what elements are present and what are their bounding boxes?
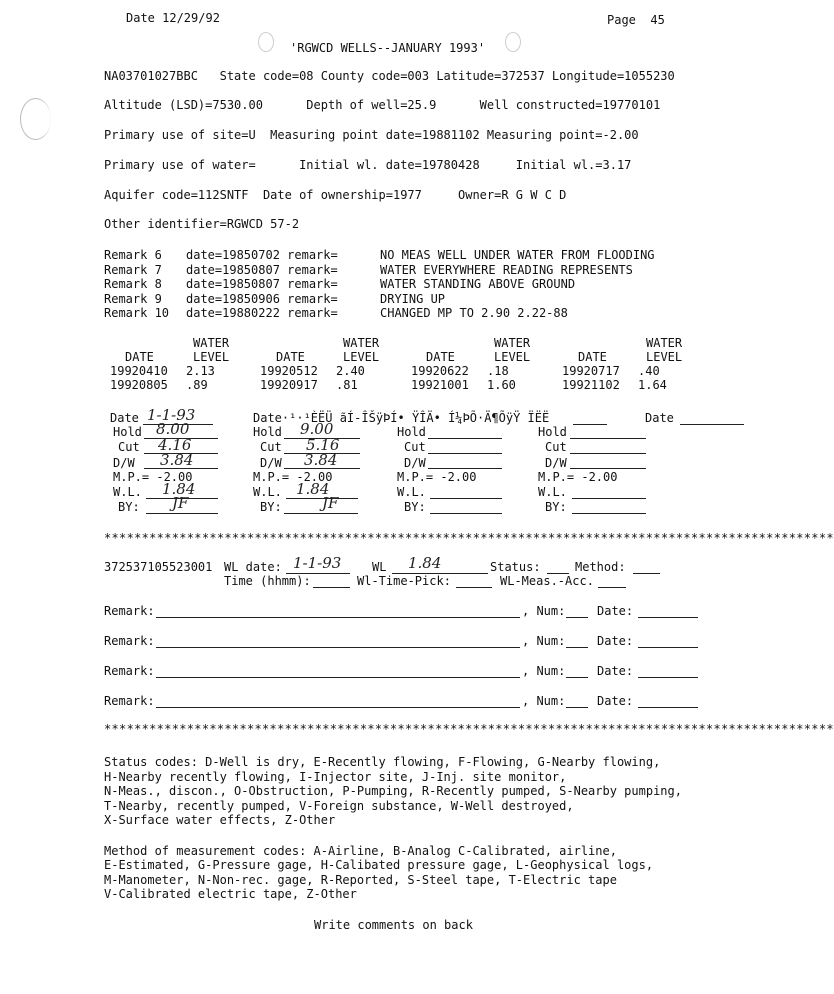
remark-entry-label: Remark: bbox=[104, 634, 155, 648]
level-date: 19921102 bbox=[562, 378, 620, 392]
site-line-2: Altitude (LSD)=7530.00 Depth of well=25.9 Well constructed=19770101 bbox=[104, 98, 661, 112]
site-line-6: Other identifier=RGWCD 57-2 bbox=[104, 217, 300, 231]
num-label: , Num: bbox=[522, 694, 566, 708]
by-field-1[interactable] bbox=[146, 513, 218, 514]
hold-label: Hold bbox=[253, 425, 282, 439]
by-field-3[interactable] bbox=[430, 513, 502, 514]
handwritten-cut: 5.16 bbox=[306, 436, 340, 454]
level-header: LEVEL bbox=[646, 350, 683, 364]
handwritten-hold: 9.00 bbox=[300, 420, 334, 438]
handwritten-initials: JF bbox=[322, 494, 339, 512]
wl-date-label: WL date: bbox=[224, 560, 282, 574]
dw-field-3[interactable] bbox=[428, 468, 502, 469]
date-label: Date bbox=[645, 411, 674, 425]
remark-entry-field[interactable] bbox=[156, 617, 520, 618]
level-date: 19920717 bbox=[562, 364, 620, 378]
mp-label: M.P.= -2.00 bbox=[397, 470, 477, 484]
remark-entry-label: Remark: bbox=[104, 694, 155, 708]
remark-date: date=19850807 remark= bbox=[186, 263, 338, 277]
num-label: , Num: bbox=[522, 664, 566, 678]
water-header: WATER bbox=[646, 336, 683, 350]
hold-label: Hold bbox=[538, 425, 567, 439]
handwritten-initials: JF bbox=[172, 494, 189, 512]
page-number: Page 45 bbox=[607, 13, 665, 27]
asterisk-divider: ************************************************************************************************* bbox=[104, 722, 834, 736]
status-label: Status: bbox=[490, 560, 541, 574]
by-field-2[interactable] bbox=[284, 513, 358, 514]
date-field[interactable] bbox=[638, 677, 698, 678]
remark-text: WATER EVERYWHERE READING REPRESENTS bbox=[380, 263, 633, 277]
garbled-date-line: Date·¹·¹ÈËÜ ãÍ-ÎŠÿÞÍ• ŸÎÄ• Í¼ÞÕ·Ä¶ÕÿŸ ÏËË bbox=[253, 411, 550, 425]
by-field-4[interactable] bbox=[572, 513, 646, 514]
status-codes-line: H-Nearby recently flowing, I-Injector site, J-Inj. site monitor, bbox=[104, 770, 567, 784]
time-field[interactable] bbox=[313, 587, 350, 588]
by-label: BY: bbox=[118, 500, 140, 514]
remark-date: date=19850702 remark= bbox=[186, 248, 338, 262]
level-date: 19921001 bbox=[411, 378, 469, 392]
remark-label: Remark 8 bbox=[104, 277, 170, 291]
date-header: DATE bbox=[276, 350, 305, 364]
by-label: BY: bbox=[404, 500, 426, 514]
remark-entry-label: Remark: bbox=[104, 604, 155, 618]
num-field[interactable] bbox=[566, 677, 588, 678]
dw-field-4[interactable] bbox=[570, 468, 646, 469]
status-codes-line: Status codes: D-Well is dry, E-Recently flowing, F-Flowing, G-Nearby flowing, bbox=[104, 755, 661, 769]
remark-label: Remark 6 bbox=[104, 248, 170, 262]
level-date: 19920917 bbox=[260, 378, 318, 392]
method-field[interactable] bbox=[633, 573, 660, 574]
handwritten-wl-value: 1.84 bbox=[408, 554, 442, 572]
water-header: WATER bbox=[193, 336, 230, 350]
method-codes-line: V-Calibrated electric tape, Z-Other bbox=[104, 887, 357, 901]
scan-mark bbox=[258, 32, 274, 52]
date-header: DATE bbox=[426, 350, 455, 364]
level-value: 1.60 bbox=[487, 378, 516, 392]
level-value: .81 bbox=[336, 378, 358, 392]
date-header: DATE bbox=[125, 350, 154, 364]
method-codes-line: M-Manometer, N-Non-rec. gage, R-Reported, S-Steel tape, T-Electric tape bbox=[104, 873, 617, 887]
cut-field-3[interactable] bbox=[428, 453, 502, 454]
level-header: LEVEL bbox=[193, 350, 230, 364]
method-codes-line: Method of measurement codes: A-Airline, B-Analog C-Calibrated, airline, bbox=[104, 844, 617, 858]
cut-label: Cut bbox=[545, 440, 567, 454]
num-field[interactable] bbox=[566, 617, 588, 618]
handwritten-wl: 1.84 bbox=[162, 480, 196, 498]
num-field[interactable] bbox=[566, 707, 588, 708]
dw-label: D/W bbox=[545, 456, 567, 470]
num-label: , Num: bbox=[522, 604, 566, 618]
wl-label: WL bbox=[372, 560, 387, 574]
remark-date: date=19850807 remark= bbox=[186, 277, 338, 291]
by-label: BY: bbox=[260, 500, 282, 514]
wl-label: W.L. bbox=[253, 485, 282, 499]
remark-text: NO MEAS WELL UNDER WATER FROM FLOODING bbox=[380, 248, 655, 262]
cut-label: Cut bbox=[118, 440, 140, 454]
wl-label: W.L. bbox=[538, 485, 567, 499]
date-field-4[interactable] bbox=[680, 424, 744, 425]
date-field[interactable] bbox=[638, 647, 698, 648]
handwritten-wl: 1.84 bbox=[296, 480, 330, 498]
hold-label: Hold bbox=[113, 425, 142, 439]
method-label: Method: bbox=[575, 560, 626, 574]
acc-field[interactable] bbox=[598, 587, 626, 588]
handwritten-dw: 3.84 bbox=[160, 451, 194, 469]
remark-date: date=19880222 remark= bbox=[186, 306, 338, 320]
wl-field-4[interactable] bbox=[572, 498, 646, 499]
remark-text: DRYING UP bbox=[380, 292, 446, 306]
level-value: .40 bbox=[638, 364, 660, 378]
hold-field-4[interactable] bbox=[570, 438, 646, 439]
scan-mark bbox=[505, 32, 521, 52]
handwritten-hold: 8.00 bbox=[156, 420, 190, 438]
report-title: 'RGWCD WELLS--JANUARY 1993' bbox=[290, 41, 486, 55]
date-label: Date: bbox=[597, 604, 634, 618]
cut-field-4[interactable] bbox=[570, 453, 646, 454]
remark-label: Remark 9 bbox=[104, 292, 170, 306]
level-date: 19920805 bbox=[110, 378, 168, 392]
footer-note: Write comments on back bbox=[314, 918, 473, 932]
level-header: LEVEL bbox=[343, 350, 380, 364]
handwritten-cut: 4.16 bbox=[158, 436, 192, 454]
mp-label: M.P.= -2.00 bbox=[538, 470, 618, 484]
wl-label: W.L. bbox=[113, 485, 142, 499]
method-codes-line: E-Estimated, G-Pressure gage, H-Calibated pressure gage, L-Geophysical logs, bbox=[104, 858, 654, 872]
remark-entry-field[interactable] bbox=[156, 677, 520, 678]
date-label: Date: bbox=[597, 694, 634, 708]
wl-field-3[interactable] bbox=[430, 498, 502, 499]
num-label: , Num: bbox=[522, 634, 566, 648]
cut-label: Cut bbox=[404, 440, 426, 454]
dw-label: D/W bbox=[404, 456, 426, 470]
asterisk-divider: ************************************************************************************************* bbox=[104, 531, 834, 545]
level-value: .18 bbox=[487, 364, 509, 378]
mp-label: M.P.= -2.00 bbox=[113, 470, 193, 484]
num-field[interactable] bbox=[566, 647, 588, 648]
date-label: Date bbox=[110, 411, 139, 425]
mp-label: M.P.= -2.00 bbox=[253, 470, 333, 484]
date-label: Date: bbox=[597, 664, 634, 678]
wl-label: W.L. bbox=[397, 485, 426, 499]
dw-label: D/W bbox=[113, 456, 135, 470]
remark-text: WATER STANDING ABOVE GROUND bbox=[380, 277, 576, 291]
level-header: LEVEL bbox=[494, 350, 531, 364]
status-codes-line: X-Surface water effects, Z-Other bbox=[104, 813, 336, 827]
pick-label: Wl-Time-Pick: bbox=[357, 574, 451, 588]
site-line-3: Primary use of site=U Measuring point date=19881102 Measuring point=-2.00 bbox=[104, 128, 639, 142]
print-date: Date 12/29/92 bbox=[126, 11, 220, 25]
hold-label: Hold bbox=[397, 425, 426, 439]
level-value: .89 bbox=[186, 378, 208, 392]
site-line-4: Primary use of water= Initial wl. date=19780428 Initial wl.=3.17 bbox=[104, 158, 632, 172]
site-line-1: NA03701027BBC State code=08 County code=003 Latitude=372537 Longitude=1055230 bbox=[104, 69, 675, 83]
status-codes-line: T-Nearby, recently pumped, V-Foreign substance, W-Well destroyed, bbox=[104, 799, 574, 813]
remark-label: Remark 10 bbox=[104, 306, 170, 320]
date-label: Date: bbox=[597, 634, 634, 648]
remark-date: date=19850906 remark= bbox=[186, 292, 338, 306]
handwritten-wl-date: 1-1-93 bbox=[293, 554, 342, 572]
water-header: WATER bbox=[494, 336, 531, 350]
level-value: 2.40 bbox=[336, 364, 365, 378]
cut-label: Cut bbox=[260, 440, 282, 454]
handwritten-dw: 3.84 bbox=[304, 451, 338, 469]
dw-label: D/W bbox=[260, 456, 282, 470]
level-value: 1.64 bbox=[638, 378, 667, 392]
level-date: 19920622 bbox=[411, 364, 469, 378]
date-field[interactable] bbox=[638, 707, 698, 708]
date-field-3[interactable] bbox=[573, 424, 607, 425]
level-date: 19920512 bbox=[260, 364, 318, 378]
acc-label: WL-Meas.-Acc. bbox=[500, 574, 594, 588]
by-label: BY: bbox=[545, 500, 567, 514]
remark-entry-label: Remark: bbox=[104, 664, 155, 678]
station-id: 372537105523001 bbox=[104, 560, 213, 574]
punch-hole bbox=[20, 98, 51, 140]
time-label: Time (hhmm): bbox=[224, 574, 311, 588]
level-date: 19920410 bbox=[110, 364, 168, 378]
remark-label: Remark 7 bbox=[104, 263, 170, 277]
pick-field[interactable] bbox=[456, 587, 492, 588]
date-field[interactable] bbox=[638, 617, 698, 618]
status-codes-line: N-Meas., discon., O-Obstruction, P-Pumping, R-Recently pumped, S-Nearby pumping, bbox=[104, 784, 682, 798]
handwritten-date: 1-1-93 bbox=[147, 406, 196, 424]
remark-entry-field[interactable] bbox=[156, 707, 520, 708]
remark-entry-field[interactable] bbox=[156, 647, 520, 648]
water-header: WATER bbox=[343, 336, 380, 350]
level-value: 2.13 bbox=[186, 364, 215, 378]
remark-text: CHANGED MP TO 2.90 2.22-88 bbox=[380, 306, 568, 320]
site-line-5: Aquifer code=112SNTF Date of ownership=1977 Owner=R G W C D bbox=[104, 188, 567, 202]
date-header: DATE bbox=[578, 350, 607, 364]
hold-field-3[interactable] bbox=[428, 438, 502, 439]
